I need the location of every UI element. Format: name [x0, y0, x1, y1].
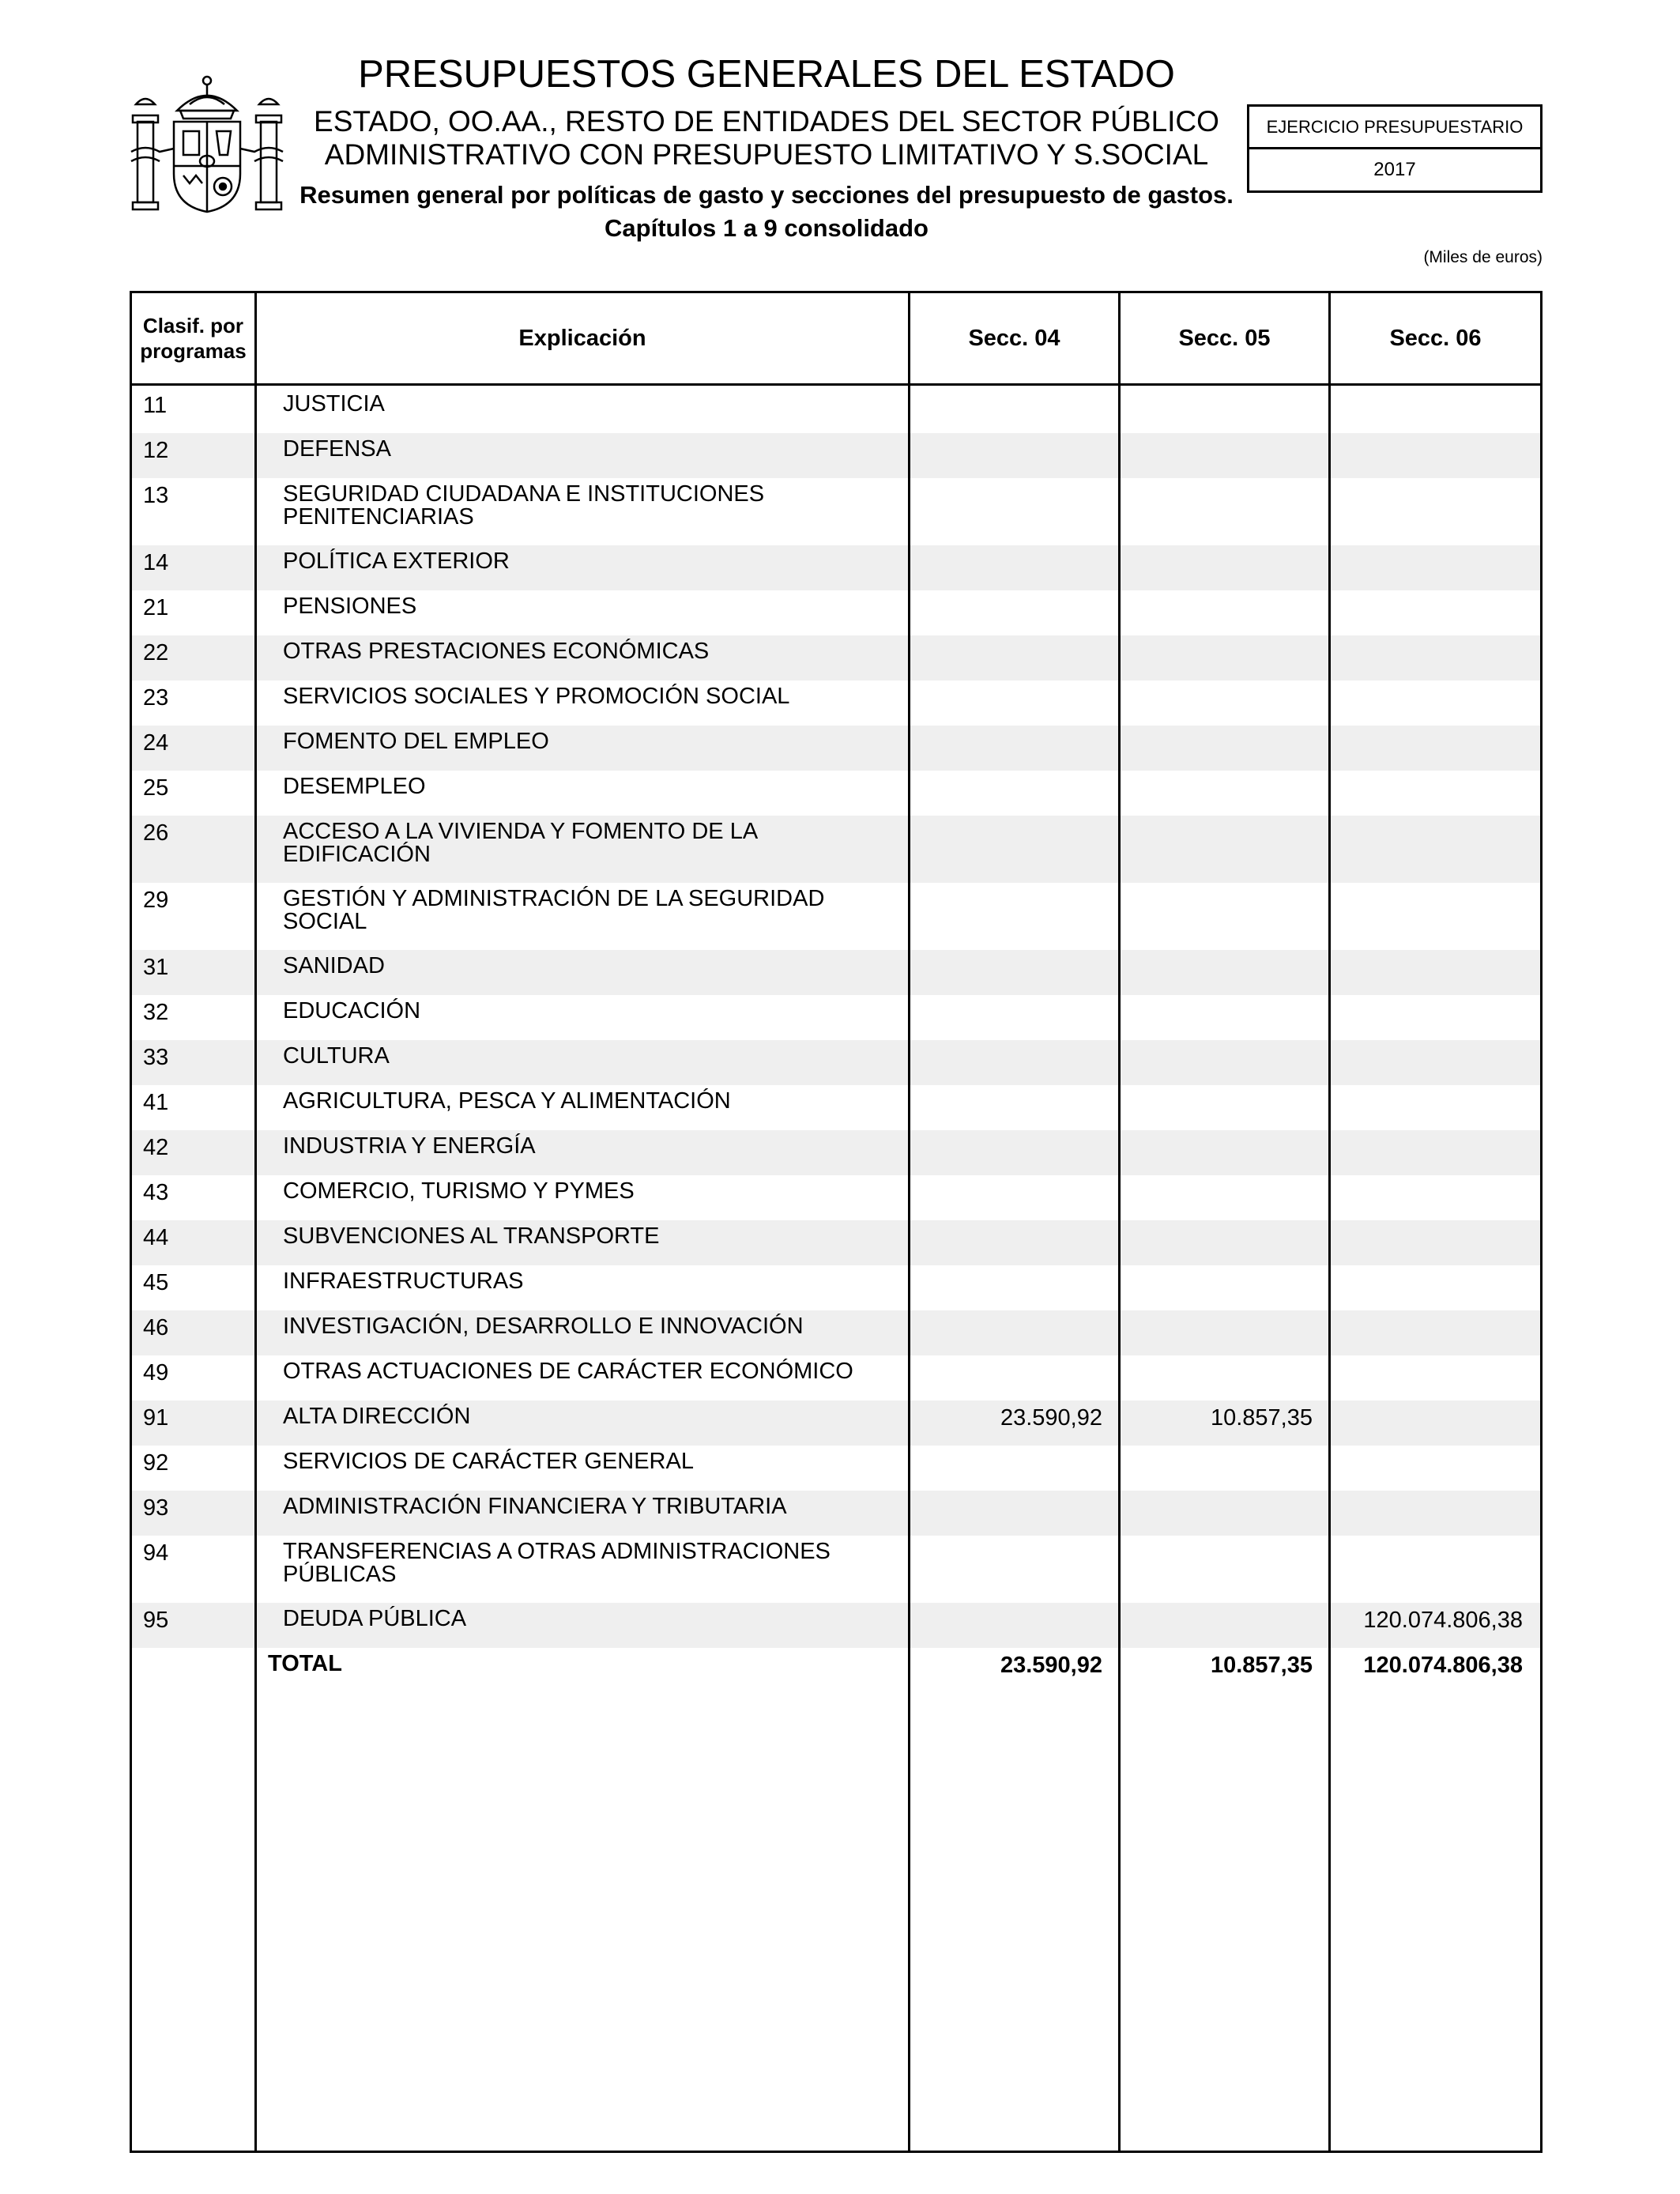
- ejercicio-year: 2017: [1373, 159, 1416, 180]
- budget-table: [130, 291, 1543, 2153]
- row-code: 11: [143, 393, 168, 418]
- row-explicacion: INVESTIGACIÓN, DESARROLLO E INNOVACIÓN: [283, 1314, 804, 1339]
- entity-subtitle-line1: ESTADO, OO.AA., RESTO DE ENTIDADES DEL SECTOR PÚBLICO: [314, 105, 1219, 138]
- row-explicacion: PENSIONES: [283, 594, 417, 619]
- row-explicacion: SERVICIOS DE CARÁCTER GENERAL: [283, 1449, 694, 1474]
- row-code: 45: [143, 1270, 169, 1295]
- header-explicacion: Explicación: [518, 326, 646, 351]
- row-code: 41: [143, 1090, 169, 1115]
- row-code: 24: [143, 730, 169, 756]
- summary-line2: Capítulos 1 a 9 consolidado: [605, 214, 929, 242]
- row-code: 32: [143, 1000, 169, 1025]
- row-explicacion: DESEMPLEO: [283, 774, 426, 799]
- total-secc05-value: 10.857,35: [1210, 1653, 1313, 1678]
- header-clasif-line2: programas: [140, 339, 247, 363]
- row-code: 31: [143, 955, 169, 980]
- row-explicacion: SERVICIOS SOCIALES Y PROMOCIÓN SOCIAL: [283, 684, 790, 709]
- row-explicacion: SEGURIDAD CIUDADANA E INSTITUCIONES PENITENCIARIAS: [283, 481, 765, 530]
- row-explicacion: SUBVENCIONES AL TRANSPORTE: [283, 1223, 660, 1249]
- row-code: 33: [143, 1045, 169, 1070]
- row-explicacion: AGRICULTURA, PESCA Y ALIMENTACIÓN: [283, 1088, 731, 1114]
- ejercicio-box: [1247, 104, 1543, 193]
- row-code: 49: [143, 1360, 169, 1385]
- header-clasif: [132, 293, 254, 383]
- row-code: 93: [143, 1495, 169, 1521]
- row-code: 94: [143, 1540, 169, 1566]
- row-explicacion: EDUCACIÓN: [283, 998, 421, 1023]
- row-explicacion: DEUDA PÚBLICA: [283, 1606, 467, 1631]
- row-code: 14: [143, 550, 169, 575]
- coat-of-arms-icon: [128, 73, 286, 231]
- row-secc06-value: 120.074.806,38: [1363, 1608, 1523, 1633]
- entity-subtitle: [284, 105, 1249, 172]
- column-divider: [1118, 293, 1121, 2151]
- row-code: 44: [143, 1225, 169, 1250]
- row-explicacion: ACCESO A LA VIVIENDA Y FOMENTO DE LA EDIFICACIÓN: [283, 819, 757, 867]
- total-secc06-value: 120.074.806,38: [1363, 1653, 1523, 1678]
- row-explicacion: SANIDAD: [283, 953, 385, 978]
- row-explicacion: ADMINISTRACIÓN FINANCIERA Y TRIBUTARIA: [283, 1494, 787, 1519]
- row-explicacion: TRANSFERENCIAS A OTRAS ADMINISTRACIONES PÚBLICAS: [283, 1539, 831, 1587]
- summary-line1: Resumen general por políticas de gasto y secciones del presupuesto de gastos.: [299, 181, 1234, 209]
- ejercicio-label: EJERCICIO PRESUPUESTARIO: [1249, 107, 1540, 149]
- row-explicacion: INDUSTRIA Y ENERGÍA: [283, 1133, 536, 1159]
- row-explicacion: OTRAS ACTUACIONES DE CARÁCTER ECONÓMICO: [283, 1359, 853, 1384]
- row-explicacion: INFRAESTRUCTURAS: [283, 1269, 524, 1294]
- row-code: 12: [143, 438, 169, 463]
- header-secc06: Secc. 06: [1389, 326, 1482, 351]
- column-divider: [908, 293, 910, 2151]
- row-explicacion: JUSTICIA: [283, 391, 385, 417]
- row-code: 13: [143, 483, 169, 508]
- row-code: 91: [143, 1405, 169, 1431]
- row-explicacion: FOMENTO DEL EMPLEO: [283, 729, 549, 754]
- summary-description: [284, 179, 1249, 245]
- header-clasif-line1: Clasif. por: [142, 314, 244, 337]
- page-title: PRESUPUESTOS GENERALES DEL ESTADO: [358, 53, 1175, 96]
- row-code: 46: [143, 1315, 169, 1340]
- row-explicacion: COMERCIO, TURISMO Y PYMES: [283, 1178, 635, 1204]
- row-explicacion: DEFENSA: [283, 436, 391, 462]
- row-code: 42: [143, 1135, 169, 1160]
- column-divider: [254, 293, 257, 2151]
- row-code: 92: [143, 1450, 169, 1476]
- row-code: 23: [143, 685, 169, 711]
- row-secc04-value: 23.590,92: [1000, 1405, 1102, 1431]
- row-code: 43: [143, 1180, 169, 1205]
- row-code: 25: [143, 775, 169, 801]
- units-label: (Miles de euros): [1423, 248, 1543, 266]
- total-secc04-value: 23.590,92: [1000, 1653, 1102, 1678]
- row-code: 95: [143, 1608, 169, 1633]
- row-code: 21: [143, 595, 169, 620]
- header-secc05: Secc. 05: [1178, 326, 1271, 351]
- row-explicacion: GESTIÓN Y ADMINISTRACIÓN DE LA SEGURIDAD SOCIAL: [283, 886, 825, 934]
- row-explicacion: POLÍTICA EXTERIOR: [283, 548, 510, 574]
- entity-subtitle-line2: ADMINISTRATIVO CON PRESUPUESTO LIMITATIVO Y S.SOCIAL: [324, 138, 1209, 171]
- row-explicacion: CULTURA: [283, 1043, 390, 1069]
- header-secc04: Secc. 04: [968, 326, 1060, 351]
- row-code: 22: [143, 640, 169, 665]
- row-code: 26: [143, 820, 169, 846]
- row-explicacion: OTRAS PRESTACIONES ECONÓMICAS: [283, 639, 710, 664]
- total-label: TOTAL: [268, 1651, 342, 1676]
- column-divider: [1328, 293, 1331, 2151]
- row-explicacion: ALTA DIRECCIÓN: [283, 1404, 471, 1429]
- row-secc05-value: 10.857,35: [1210, 1405, 1313, 1431]
- row-code: 29: [143, 888, 169, 913]
